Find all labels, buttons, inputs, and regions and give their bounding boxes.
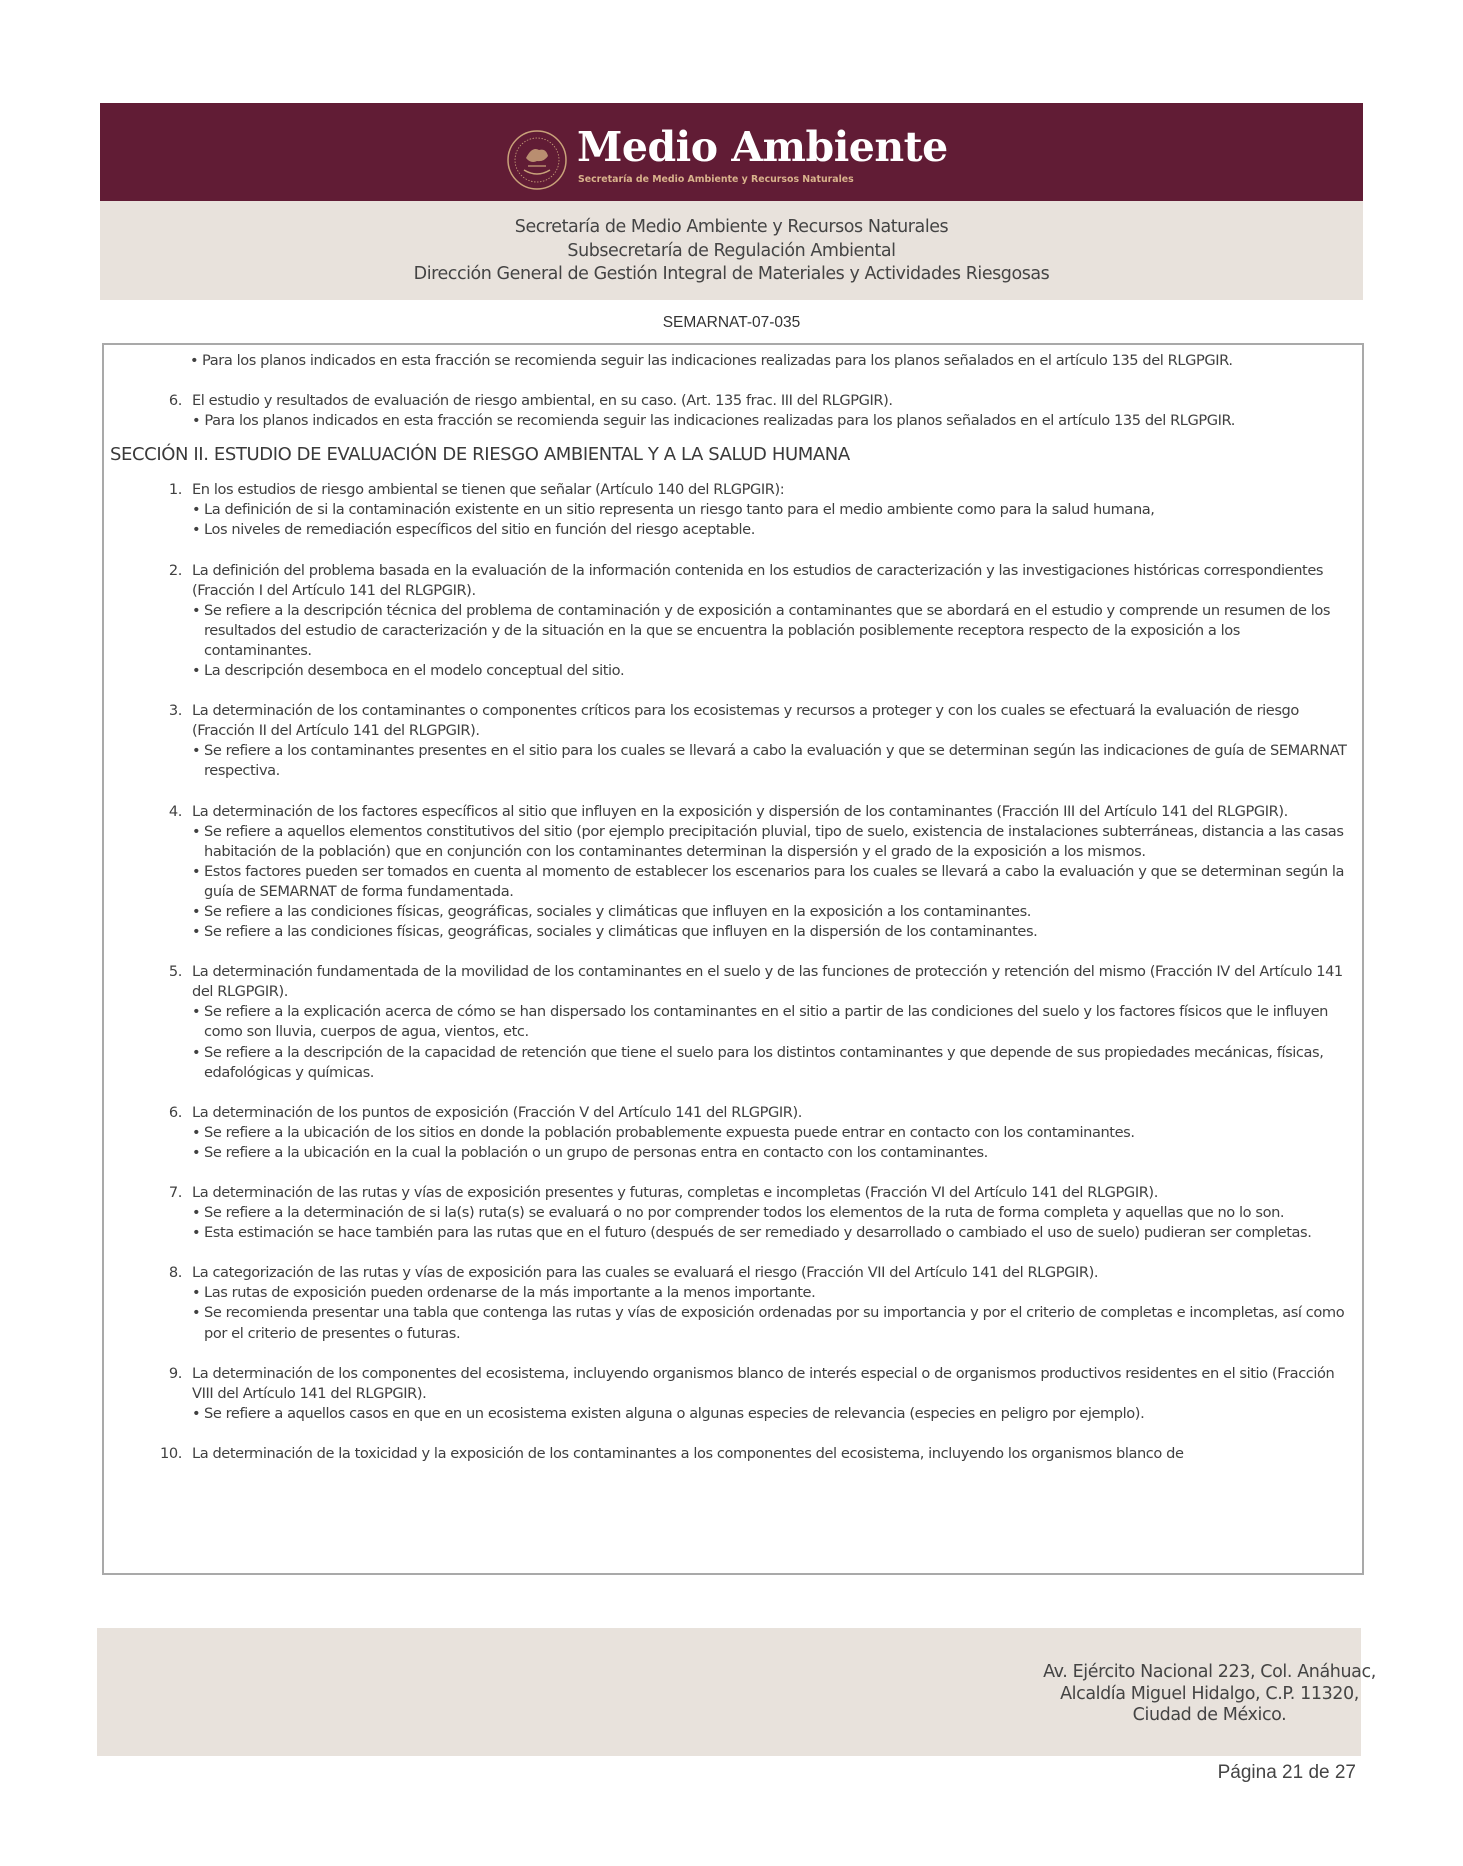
coat-of-arms-seal-icon xyxy=(506,128,568,192)
item-bullet xyxy=(192,862,1348,902)
item-bullet xyxy=(192,922,1348,942)
item-bullet xyxy=(192,1303,1348,1343)
item-bullet xyxy=(192,1203,1348,1223)
item-bullet xyxy=(192,1404,1348,1424)
item-text: La definición del problema basada en la evaluación de la información contenida en los estudios de caracterización y las investigaciones históricas correspondientes (Fracción I del Artículo 141 del RLGPGIR). xyxy=(192,561,1324,599)
bullet-dot: • xyxy=(192,501,201,519)
page-number: Página 21 de 27 xyxy=(1217,1762,1356,1783)
content-frame xyxy=(102,343,1364,1575)
item-number: 10. xyxy=(160,1444,182,1462)
item-text: La determinación de las rutas y vías de exposición presentes y futuras, completas e incompletas (Fracción VI del Artículo 141 del RLGPGIR). xyxy=(192,1184,1158,1201)
list-item xyxy=(104,1183,1362,1243)
item-bullet xyxy=(192,741,1348,781)
item-number: 5. xyxy=(168,963,182,981)
item-bullet xyxy=(192,601,1348,661)
org-line-subsecretariat: Subsecretaría de Regulación Ambiental xyxy=(567,240,896,261)
document-content xyxy=(104,345,1362,1464)
bullet-dot: • xyxy=(192,1204,201,1222)
item-bullet xyxy=(192,1123,1348,1143)
bullet-text: Esta estimación se hace también para las rutas que en el futuro (después de ser remediado y desarrollado o cambiado el uso de suelo) pudieran ser completas. xyxy=(204,1224,1312,1242)
bullet-text: La descripción desemboca en el modelo conceptual del sitio. xyxy=(204,662,625,680)
org-line-secretariat: Secretaría de Medio Ambiente y Recursos Naturales xyxy=(514,217,949,237)
bullet-text: Se refiere a la determinación de si la(s) ruta(s) se evaluará o no por comprender todos los elementos de la ruta de forma completa y aquellas que no lo son. xyxy=(204,1204,1285,1222)
spacer xyxy=(104,1344,1362,1364)
bullet-text: Se refiere a los contaminantes presentes en el sitio para los cuales se llevará a cabo la evaluación y que se determinan según las indicaciones de guía de SEMARNAT respectiva. xyxy=(204,742,1347,780)
item-bullet xyxy=(192,1002,1348,1042)
bullet-text: Estos factores pueden ser tomados en cuenta al momento de establecer los escenarios para los cuales se llevará a cabo la evaluación y que se determinan según la guía de SEMARNAT de forma fundamentada. xyxy=(204,862,1345,900)
item-text: El estudio y resultados de evaluación de riesgo ambiental, en su caso. (Art. 135 frac. III del RLGPGIR). xyxy=(192,392,893,410)
bullet-dot: • xyxy=(192,1043,201,1061)
item-text: La determinación de los contaminantes o componentes críticos para los ecosistemas y recursos a proteger y con los cuales se efectuará la evaluación de riesgo (Fracción II del Artículo 141 del RLGPGIR). xyxy=(192,702,1299,740)
spacer xyxy=(104,1424,1362,1444)
org-line-directorate: Dirección General de Gestión Integral de Materiales y Actividades Riesgosas xyxy=(413,264,1050,284)
item-number: 6. xyxy=(168,1103,182,1121)
item-bullet xyxy=(192,1143,1348,1163)
bullet-text: Se refiere a la descripción de la capacidad de retención que tiene el suelo para los distintos contaminantes y que depende de sus propiedades mecánicas, físicas, edafológicas y químicas. xyxy=(204,1043,1324,1081)
brand-subtitle: Secretaría de Medio Ambiente y Recursos Naturales xyxy=(578,174,854,185)
bullet-dot: • xyxy=(192,1284,201,1302)
bullet-dot: • xyxy=(192,601,201,619)
item-number: 4. xyxy=(168,802,182,820)
spacer xyxy=(104,1083,1362,1103)
brand-title: Medio Ambiente xyxy=(577,123,948,171)
item-bullet xyxy=(192,1223,1348,1243)
item-text: La determinación de los componentes del ecosistema, incluyendo organismos blanco de interés especial o de organismos productivos residentes en el sitio (Fracción VIII del Artículo 141 del RLGPGIR). xyxy=(192,1364,1335,1402)
bullet-dot: • xyxy=(192,902,201,920)
bullet-dot: • xyxy=(192,862,201,880)
bullet-dot: • xyxy=(192,822,201,840)
item-number: 1. xyxy=(168,481,182,499)
item-bullet xyxy=(192,661,1348,681)
item-text: La determinación de los puntos de exposición (Fracción V del Artículo 141 del RLGPGIR). xyxy=(192,1103,802,1121)
item-number: 8. xyxy=(168,1264,182,1282)
spacer xyxy=(104,782,1362,802)
list-item xyxy=(104,1103,1362,1163)
item-bullet xyxy=(192,902,1348,922)
spacer xyxy=(104,541,1362,561)
footer-band xyxy=(97,1628,1376,1756)
bullet-dot: • xyxy=(192,1143,201,1161)
bullet-text: Las rutas de exposición pueden ordenarse de la más importante a la menos importante. xyxy=(204,1284,816,1302)
document-code: SEMARNAT-07-035 xyxy=(662,314,801,331)
bullet-text: Para los planos indicados en esta fracción se recomienda seguir las indicaciones realizadas para los planos señalados en el artículo 135 del RLGPGIR. xyxy=(204,412,1235,430)
bullet-dot: • xyxy=(192,521,201,539)
bullet-text: Se refiere a aquellos casos en que en un ecosistema existen alguna o algunas especies de relevancia (especies en peligro por ejemplo). xyxy=(204,1404,1145,1422)
bullet-text: Se refiere a las condiciones físicas, geográficas, sociales y climáticas que influyen en la dispersión de los contaminantes. xyxy=(204,923,1038,941)
item-bullet xyxy=(192,822,1348,862)
bullet-dot: • xyxy=(192,1404,201,1422)
bullet-dot: • xyxy=(192,1123,201,1141)
bullet-dot: • xyxy=(192,742,201,760)
bullet-text: Se refiere a la descripción técnica del problema de contaminación y de exposición a contaminantes que se abordará en el estudio y comprende un resumen de los resultados del estudio de caracterización y de la situación en la que se encuentra la población posiblemente receptora respecto de la exposición a los contaminantes. xyxy=(204,601,1331,659)
bullet-text: La definición de si la contaminación existente en un sitio representa un riesgo tanto para el medio ambiente como para la salud humana, xyxy=(204,501,1155,519)
list-item xyxy=(104,802,1362,943)
item-bullet xyxy=(192,520,1348,540)
bullet-text: Se refiere a las condiciones físicas, geográficas, sociales y climáticas que influyen en la exposición a los contaminantes. xyxy=(204,902,1031,920)
bullet-dot: • xyxy=(192,662,201,680)
list-item xyxy=(104,1364,1362,1424)
item-bullet: • Para los planos indicados en esta fracción se recomienda seguir las indicaciones realizadas para los planos señalados en el artículo 135 del RLGPGIR. xyxy=(192,412,1235,430)
spacer xyxy=(104,942,1362,962)
item-text: La determinación de la toxicidad y la exposición de los contaminantes a los componentes del ecosistema, incluyendo los organismos blanco de xyxy=(192,1444,1184,1462)
list-item xyxy=(104,480,1362,540)
bullet-dot: • xyxy=(192,1224,201,1242)
list-item xyxy=(104,1263,1362,1343)
bullet-text: Se refiere a aquellos elementos constitutivos del sitio (por ejemplo precipitación pluvial, tipo de suelo, existencia de instalaciones subterráneas, distancia a las casas habitación de la población) que en conjunción con los contaminantes determinan la dispersión y el grado de la exposición a los mismos. xyxy=(204,822,1344,860)
list-item xyxy=(104,962,1362,1083)
item-text: La determinación de los factores específicos al sitio que influyen en la exposición y dispersión de los contaminantes (Fracción III del Artículo 141 del RLGPGIR). xyxy=(192,802,1288,820)
list-item xyxy=(104,701,1362,781)
item-number: 7. xyxy=(168,1184,182,1201)
address-line-1: Av. Ejército Nacional 223, Col. Anáhuac, xyxy=(1043,1662,1376,1682)
item-text: En los estudios de riesgo ambiental se tienen que señalar (Artículo 140 del RLGPGIR): xyxy=(192,481,785,499)
bullet-text: Para los planos indicados en esta fracción se recomienda seguir las indicaciones realizadas para los planos señalados en el artículo 135 del RLGPGIR. xyxy=(202,352,1233,369)
address-line-3: Ciudad de México. xyxy=(1132,1705,1287,1725)
item-bullet xyxy=(192,500,1348,520)
bullet-dot: • xyxy=(192,1304,201,1322)
footer-address xyxy=(977,1662,1442,1727)
bullet-text: Se refiere a la ubicación de los sitios en donde la población probablemente expuesta puede entrar en contacto con los contaminantes. xyxy=(204,1123,1135,1141)
spacer xyxy=(104,681,1362,701)
item-text: La determinación fundamentada de la movilidad de los contaminantes en el suelo y de las funciones de protección y retención del mismo (Fracción IV del Artículo 141 del RLGPGIR). xyxy=(192,963,1343,1001)
list-item xyxy=(104,1444,1362,1464)
bullet-dot: • xyxy=(192,923,201,941)
spacer xyxy=(104,1243,1362,1263)
item-number: 9. xyxy=(168,1364,182,1382)
bullet-dot: • xyxy=(190,352,199,369)
bullet-text: Se recomienda presentar una tabla que contenga las rutas y vías de exposición ordenadas por su importancia y por el criterio de completas e incompletas, así como por el criterio de presentes o futuras. xyxy=(204,1304,1345,1342)
section-heading: SECCIÓN II. ESTUDIO DE EVALUACIÓN DE RIESGO AMBIENTAL Y A LA SALUD HUMANA xyxy=(110,444,850,466)
bullet-dot: • xyxy=(192,1003,201,1021)
lead-bullet xyxy=(104,351,1362,371)
address-line-2: Alcaldía Miguel Hidalgo, C.P. 11320, xyxy=(1060,1683,1359,1704)
item-number: 3. xyxy=(168,702,182,720)
bullet-text: Se refiere a la explicación acerca de cómo se han dispersado los contaminantes en el sitio a partir de las condiciones del suelo y los factores físicos que le influyen como son lluvia, cuerpos de agua, vientos, etc. xyxy=(204,1003,1328,1041)
list-item-previous-6 xyxy=(104,391,1362,431)
spacer xyxy=(104,1163,1362,1183)
bullet-text: Los niveles de remediación específicos del sitio en función del riesgo aceptable. xyxy=(204,521,755,539)
organization-lines xyxy=(100,216,1363,287)
organization-band xyxy=(100,201,1363,300)
item-bullet xyxy=(192,1043,1348,1083)
item-bullet xyxy=(192,1283,1348,1303)
list-item xyxy=(104,561,1362,682)
bullet-text: Se refiere a la ubicación en la cual la población o un grupo de personas entra en contacto con los contaminantes. xyxy=(204,1143,988,1161)
item-text: La categorización de las rutas y vías de exposición para las cuales se evaluará el riesgo (Fracción VII del Artículo 141 del RLGPGIR). xyxy=(192,1264,1099,1282)
item-number: 6. xyxy=(168,392,182,410)
section-items-list xyxy=(104,480,1362,1464)
item-number: 2. xyxy=(168,561,182,579)
